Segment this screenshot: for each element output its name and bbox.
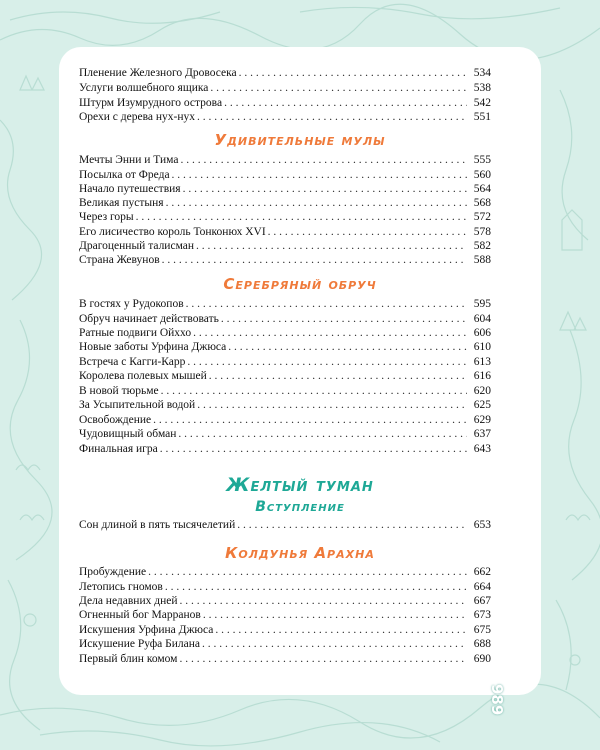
toc-entry [79,518,491,533]
toc-entry [79,623,491,638]
toc-entry-title: Финальная игра [79,443,158,455]
toc-entry [79,580,491,595]
toc-entry-title: Искушение Руфа Билана [79,638,200,650]
toc-entry-title: За Усыпительной водой [79,399,196,411]
toc-entry [79,442,491,457]
toc-entry-title: Сон длиной в пять тысячелетий [79,519,236,531]
section-heading-hoop: Серебряный обруч [223,275,377,293]
toc-entry-page: 673 [473,609,491,621]
toc-entry [79,96,491,111]
toc-entry [79,66,491,81]
toc-entry-page: 604 [473,313,491,325]
toc-entry-page: 620 [473,385,491,397]
toc-entry-title: Штурм Изумрудного острова [79,97,223,109]
toc-entry [79,81,491,96]
toc-entry [79,196,491,211]
toc-entry-title: Летопись гномов [79,581,163,593]
toc-entry-title: Пленение Железного Дровосека [79,67,237,79]
toc-entry-page: 534 [473,67,491,79]
toc-entry-page: 582 [473,240,491,252]
toc-entry [79,340,491,355]
toc-entry-title: Обруч начинает действовать [79,313,219,325]
toc-entry [79,594,491,609]
toc-entry-page: 629 [473,414,491,426]
toc-entry-page: 653 [473,519,491,531]
toc-entry-page: 542 [473,97,491,109]
toc-entry [79,652,491,667]
toc-entry-title: Дела недавних дней [79,595,178,607]
page-number: 989 [488,684,506,716]
toc-entry-page: 662 [473,566,491,578]
toc-entry-page: 572 [473,211,491,223]
toc-entry [79,210,491,225]
toc-entry-title: Великая пустыня [79,197,164,209]
toc-entry [79,326,491,341]
toc-entry-title: Пробуждение [79,566,147,578]
toc-entry-page: 643 [473,443,491,455]
toc-entry-title: Ратные подвиги Ойххо [79,327,192,339]
toc-entry-title: Посылка от Фреда [79,169,170,181]
toc-entry-title: Чудовищный обман [79,428,177,440]
toc-entry-page: 560 [473,169,491,181]
toc-entry-page: 667 [473,595,491,607]
toc-entry [79,182,491,197]
toc-entry-page: 595 [473,298,491,310]
toc-entry [79,297,491,312]
toc-entry-title: В гостях у Рудокопов [79,298,184,310]
section-heading-arachna: Колдунья Арахна [225,544,375,562]
toc-entry-title: Через горы [79,211,134,223]
toc-entry-title: Орехи с дерева нух-нух [79,111,195,123]
toc-entry-page: 616 [473,370,491,382]
toc-entry-page: 578 [473,226,491,238]
toc-entry [79,608,491,623]
section-heading-mules: Удивительные мулы [214,131,386,149]
toc-entry-page: 564 [473,183,491,195]
toc-entry-title: Страна Жевунов [79,254,160,266]
toc-entry-title: Королева полевых мышей [79,370,207,382]
toc-entry-title: Новые заботы Урфина Джюса [79,341,227,353]
toc-entry-title: В новой тюрьме [79,385,159,397]
toc-entry-page: 637 [473,428,491,440]
toc-entry-title: Первый блин комом [79,653,178,665]
toc-entry [79,312,491,327]
toc-entry [79,110,491,125]
toc-entry [79,253,491,268]
toc-entry-page: 610 [473,341,491,353]
toc-entry-page: 625 [473,399,491,411]
toc-entry-page: 606 [473,327,491,339]
toc-entry [79,384,491,399]
toc-entry-page: 568 [473,197,491,209]
toc-entry-page: 688 [473,638,491,650]
toc-entry-title: Искушения Урфина Джюса [79,624,214,636]
toc-entry-page: 551 [473,111,491,123]
section-heading-intro: Вступление [255,499,345,515]
toc-entry [79,153,491,168]
toc-entry-title: Его лисичество король Тонконюх XVI [79,226,266,238]
toc-entry-title: Освобождение [79,414,152,426]
toc-entry-title: Услуги волшебного ящика [79,82,209,94]
toc-entry [79,637,491,652]
toc-entry [79,225,491,240]
toc-entry-page: 555 [473,154,491,166]
toc-entry [79,413,491,428]
toc-entry-page: 664 [473,581,491,593]
toc-entry-title: Начало путешествия [79,183,181,195]
toc-entry [79,369,491,384]
toc-entry-title: Огненный бог Марранов [79,609,201,621]
toc-entry-title: Мечты Энни и Тима [79,154,179,166]
toc-entry [79,168,491,183]
toc-entry-title: Встреча с Кагги-Карр [79,356,186,368]
toc-entry [79,239,491,254]
toc-entry [79,355,491,370]
book-title-yellow-fog: Желтый туман [226,474,374,496]
toc-entry-page: 675 [473,624,491,636]
toc-entry [79,565,491,580]
toc-entry [79,398,491,413]
toc-entry-title: Драгоценный талисман [79,240,195,252]
toc-entry-page: 613 [473,356,491,368]
toc-entry-page: 538 [473,82,491,94]
toc-entry-page: 690 [473,653,491,665]
toc-entry-page: 588 [473,254,491,266]
toc-entry [79,427,491,442]
